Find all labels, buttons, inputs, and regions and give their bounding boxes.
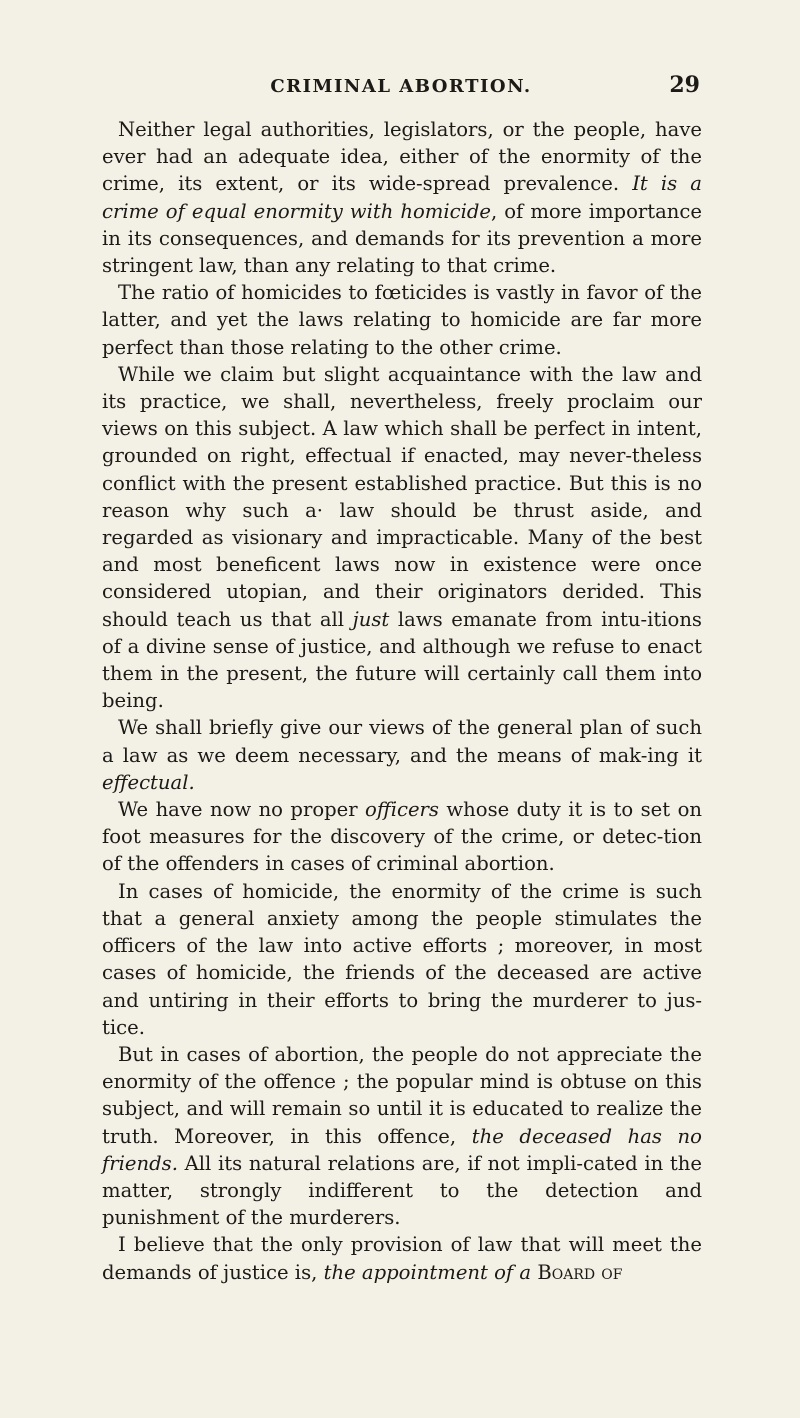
running-head: CRIMINAL ABORTION.	[270, 76, 532, 97]
text-run: , of more importance in its consequences, and demands for its prevention a more stringent law, than any relating to that crime.	[102, 199, 702, 278]
text-run: All its natural relations are, if not impli-cated in the matter, strongly indifferent to the detection and punishment of the murderers.	[102, 1151, 702, 1230]
italic-text: effectual.	[102, 770, 195, 794]
page-header	[102, 72, 700, 104]
text-run: But in cases of abortion, the people do not appreciate the enormity of the offence ; the popular mind is obtuse on this subject, and will remain so until it is educated to realize the truth. Moreover, in this offence,	[102, 1042, 702, 1148]
text-run: We shall briefly give our views of the general plan of such a law as we deem necessary, and the means of mak-ing it	[102, 716, 702, 767]
text-run: laws emanate from intu-itions of a divine sense of justice, and although we refuse to enact them in the present, the future will certainly call them into being.	[102, 607, 702, 713]
text-run: While we claim but slight acquaintance with the law and its practice, we shall, nevertheless, freely proclaim our views on this subject. A law which shall be perfect in intent, grounded on right, effectual if enacted, may never-theless conflict with the present established practice. But this is no reason why such a· law should be thrust aside, and regarded as visionary and impracticable. Many of the best and most beneficent laws now in existence were once considered utopian, and their originators derided. This should teach us that all	[102, 362, 702, 631]
text-run: In cases of homicide, the enormity of the crime is such that a general anxiety among the people stimulates the officers of the law into active efforts ; moreover, in most cases of homicide, the friends of the deceased are active and untiring in their efforts to bring the murderer to jus-tice.	[102, 879, 702, 1039]
text-run: I believe that the only provision of law that will meet the demands of justice is,	[102, 1233, 702, 1284]
paragraph	[102, 1041, 702, 1231]
italic-text: the deceased has no friends.	[102, 1124, 702, 1175]
paragraph	[102, 361, 702, 715]
paragraph	[102, 116, 702, 279]
italic-text: the appointment of a	[323, 1260, 532, 1284]
italic-text: just	[352, 607, 390, 631]
text-run: We have now no proper	[118, 798, 366, 822]
paragraph	[102, 279, 702, 361]
paragraph	[102, 878, 702, 1041]
text-run: whose duty it is to set on foot measures for the discovery of the crime, or detec-tion of the offenders in cases of criminal abortion.	[102, 798, 702, 876]
italic-text: It is a crime of equal enormity with homicide	[102, 172, 702, 223]
paragraph	[102, 714, 702, 796]
paragraph	[102, 796, 702, 878]
page-number: 29	[669, 72, 700, 98]
italic-text: officers	[365, 798, 439, 822]
text-run: Board of	[537, 1260, 623, 1284]
body-text	[102, 116, 702, 1286]
text-run: Neither legal authorities, legislators, or the people, have ever had an adequate idea, either of the enormity of the crime, its extent, or its wide-spread prevalence.	[102, 118, 702, 196]
text-run: The ratio of homicides to fœticides is vastly in favor of the latter, and yet the laws relating to homicide are far more perfect than those relating to the other crime.	[102, 281, 702, 359]
paragraph	[102, 1231, 702, 1285]
